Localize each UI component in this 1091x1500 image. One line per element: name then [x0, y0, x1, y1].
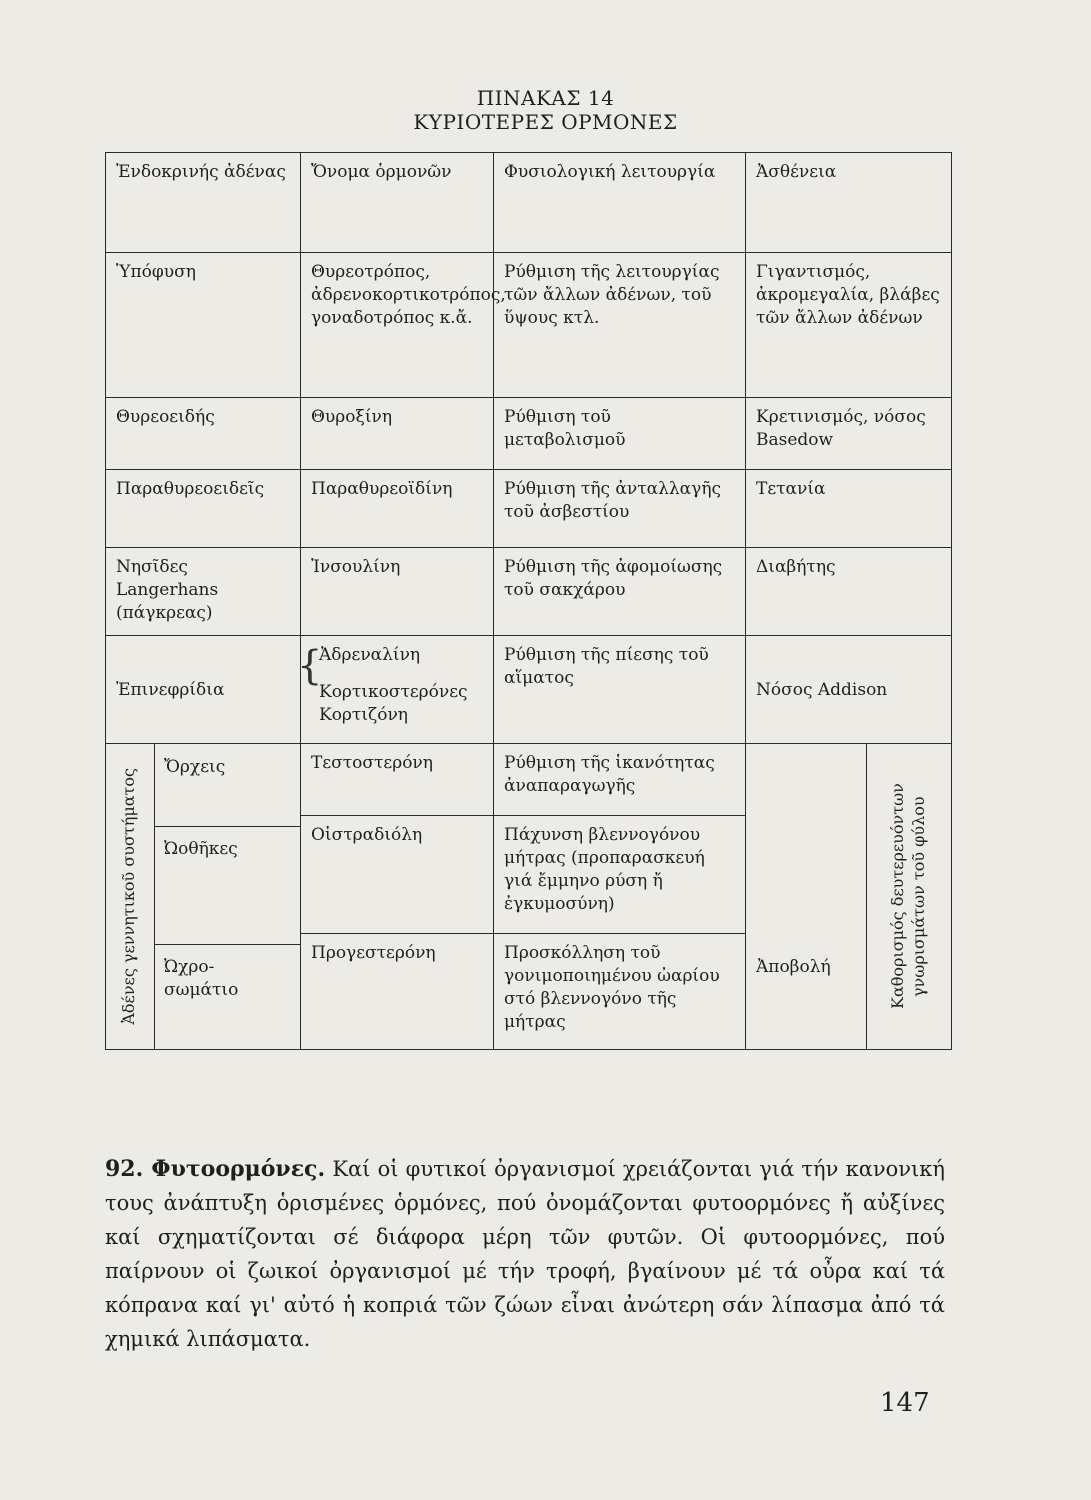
table-heading: ΚΥΡΙΟΤΕΡΕΣ ΟΡΜΟΝΕΣ — [413, 110, 678, 134]
gland-testes: Ὄρχεις — [164, 757, 226, 777]
reproductive-disease-cell — [746, 744, 952, 1050]
table-row — [106, 744, 952, 816]
section-body: Καί οἱ φυτικοί ὀργανισμοί χρειάζονται γιά τήν κανονική τους ἀνάπτυξη ὁρισμένες ὁρμόνες, πού ὀνομάζονται φυτοορμόνες ἤ αὐξίνες καί σχηματίζονται σέ διάφορα μέρη τῶν φυτῶν. Οἱ φυτοορμόνες, πού παίρνουν οἱ ζωικοί ὀργανισμοί μέ τήν τροφή, βγαίνουν μέ τά οὖρα καί τά κόπρανα καί γι' αὐτό ἡ κοπριά τῶν ζώων εἶναι ἀνώτερη σάν λίπασμα ἀπό τά χημικά λιπάσματα. — [105, 1157, 945, 1351]
disease-abortion: Ἀποβολή — [756, 957, 831, 977]
hormone-cell: Θυρεοτρόπος, ἀδρενοκορτικοτρόπος, γοναδοτρόπος κ.ἄ. — [301, 253, 494, 398]
function-cell: Ρύθμιση τῆς λειτουργίας τῶν ἄλλων ἀδένων, τοῦ ὕψους κτλ. — [494, 253, 746, 398]
function-cell: Ρύθμιση τῆς πίεσης τοῦ αἵματος — [494, 636, 746, 744]
hormone-cell: Θυροξίνη — [301, 398, 494, 470]
gland-cell: Νησῖδες Langerhans (πάγκρεας) — [106, 548, 301, 636]
secondary-sex-characteristics-label: Καθορισμός δευτερευόντων γνωρισμάτων τοῦ φύλου — [887, 783, 928, 1010]
hormone-cell: Τεστοστερόνη — [301, 744, 494, 816]
gland-cell: Θυρεοειδής — [106, 398, 301, 470]
function-cell: Πάχυνση βλεννογόνου μήτρας (προπαρασκευή γιά ἔμμηνο ρύση ἤ ἐγκυμοσύνη) — [494, 816, 746, 934]
disease-cell: Νόσος Addison — [746, 636, 952, 744]
gland-cell: Ὑπόφυση — [106, 253, 301, 398]
header-disease: Ἀσθένεια — [746, 153, 952, 253]
table-row — [106, 470, 952, 548]
row-divider — [154, 826, 300, 827]
hormone-cell: Παραθυρεοϊδίνη — [301, 470, 494, 548]
disease-cell: Διαβήτης — [746, 548, 952, 636]
function-cell: Προσκόλληση τοῦ γονιμοποιημένου ὠαρίου στό βλεννογόνο τῆς μήτρας — [494, 934, 746, 1050]
function-cell: Ρύθμιση τοῦ μεταβολισμοῦ — [494, 398, 746, 470]
reproductive-group-label: Ἀδένες γεννητικοῦ συστήματος — [118, 768, 138, 1025]
hormone-adrenaline: Ἀδρεναλίνη — [319, 645, 421, 665]
reproductive-glands-cell — [106, 744, 301, 1050]
table-row — [106, 636, 952, 744]
header-function: Φυσιολογική λειτουργία — [494, 153, 746, 253]
hormones-table — [105, 152, 952, 1050]
table-title — [0, 86, 1091, 134]
disease-cell: Γιγαντισμός, ἀκρομεγαλία, βλάβες τῶν ἄλλων ἀδένων — [746, 253, 952, 398]
disease-cell: Τετανία — [746, 470, 952, 548]
gland-ovaries: Ὠοθῆκες — [164, 839, 238, 859]
gland-cell: Ἐπινεφρίδια — [106, 636, 301, 744]
inner-divider — [154, 744, 155, 1049]
table-row — [106, 398, 952, 470]
gland-cell: Παραθυρεοειδεῖς — [106, 470, 301, 548]
hormone-cell: Προγεστερόνη — [301, 934, 494, 1050]
section-heading: 92. Φυτοορμόνες. — [105, 1156, 326, 1182]
gland-corpus-luteum: Ὠχρο-σωμάτιο — [164, 957, 239, 1000]
hormone-cell: Ἰνσουλίνη — [301, 548, 494, 636]
hormone-corticosterones: Κορτικοστερόνες Κορτιζόνη — [319, 682, 468, 725]
header-gland: Ἐνδοκρινής ἀδένας — [106, 153, 301, 253]
section-paragraph — [105, 1152, 945, 1356]
table-row — [106, 253, 952, 398]
page-number: 147 — [880, 1388, 930, 1418]
hormone-cell: Οἰστραδιόλη — [301, 816, 494, 934]
hormone-cell — [297, 636, 494, 744]
disease-cell: Κρετινισμός, νόσος Basedow — [746, 398, 952, 470]
brace-symbol: { — [297, 643, 323, 689]
function-cell: Ρύθμιση τῆς ἀφομοίωσης τοῦ σακχάρου — [494, 548, 746, 636]
table-header-row — [106, 153, 952, 253]
row-divider — [154, 944, 300, 945]
table-row — [106, 548, 952, 636]
function-cell: Ρύθμιση τῆς ἱκανότητας ἀναπαραγωγῆς — [494, 744, 746, 816]
function-cell: Ρύθμιση τῆς ἀνταλλαγῆς τοῦ ἀσβεστίου — [494, 470, 746, 548]
table-number: ΠΙΝΑΚΑΣ 14 — [476, 86, 615, 110]
header-hormone: Ὄνομα ὁρμονῶν — [301, 153, 494, 253]
